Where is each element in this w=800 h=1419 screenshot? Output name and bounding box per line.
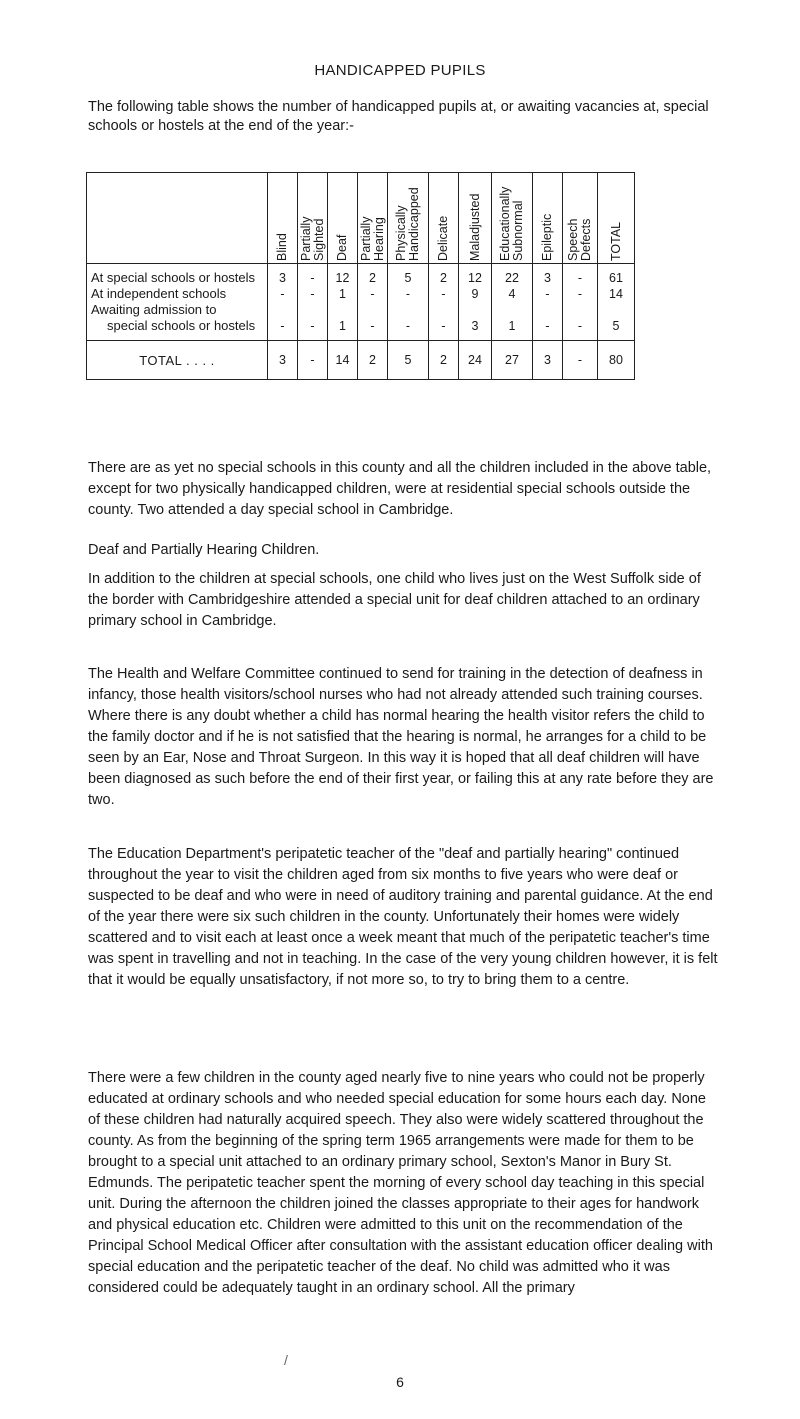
total-cell: -: [563, 341, 598, 380]
paragraph-peripatetic-teacher: The Education Department's peripatetic teacher of the "deaf and partially hearing" continued throughout the year to visit the children aged from six months to five years who were deaf or suspected to be deaf and who were in need of auditory training and parental guidance. At the end of the year there were six such children in the county. Unfortunately their homes were widely scattered and to visit each at least once a week meant that much of the peripatetic teacher's time was spent in travelling and not in teaching. In the case of the very young children however, it is felt that it would be equally unsatisfactory, if not more so, to try to bring them to a centre.: [88, 846, 718, 988]
total-cell: 80: [598, 341, 635, 380]
col-header-deaf: Deaf: [335, 234, 349, 261]
paragraph-special-unit: In addition to the children at special schools, one child who lives just on the West Suffolk side of the border with Cambridgeshire attended a special unit for deaf children attached to an ordinary primary school in Cambridge.: [88, 571, 701, 629]
col-header-epileptic: Epileptic: [540, 213, 554, 261]
row-label: special schools or hostels: [107, 318, 256, 333]
page-number: 6: [396, 1374, 404, 1390]
col-header-maladjusted: Maladjusted: [467, 193, 482, 261]
header-row: [87, 173, 635, 264]
cell: 9: [471, 287, 479, 301]
page-title: HANDICAPPED PUPILS: [314, 62, 486, 79]
total-cell: -: [298, 341, 328, 380]
col-header-delicate: Delicate: [436, 215, 450, 261]
cell: -: [280, 319, 285, 333]
row-labels: [87, 264, 268, 341]
cell: 1: [508, 319, 516, 333]
cell: 4: [508, 287, 516, 301]
cell: -: [310, 319, 315, 333]
total-cell: 27: [492, 341, 533, 380]
total-cell: 2: [358, 341, 388, 380]
row-label: Awaiting admission to: [91, 302, 217, 317]
col-header-blind: Blind: [275, 233, 289, 261]
cell: 22: [505, 271, 519, 285]
cell: -: [405, 287, 411, 301]
cell: -: [370, 319, 375, 333]
col-header-physically-handicapped: Physically Handicapped: [394, 187, 421, 261]
intro-text: The following table shows the number of handicapped pupils at, or awaiting vacancies at, special schools or hostels at the end of the year:-: [88, 99, 709, 134]
paragraph-special-schools: There are as yet no special schools in this county and all the children included in the above table, except for two physically handicapped children, were at residential special schools outside the county. Two attended a day special school in Cambridge.: [88, 460, 712, 518]
cell: -: [310, 271, 315, 285]
handicapped-pupils-table: [86, 172, 635, 380]
cell: -: [545, 287, 550, 301]
cell: 3: [471, 319, 479, 333]
total-cell: 24: [459, 341, 492, 380]
cell: -: [545, 319, 550, 333]
cell: -: [441, 319, 446, 333]
paragraph-health-welfare: The Health and Welfare Committee continued to send for training in the detection of deafness in infancy, those health visitors/school nurses who had not already attended such training courses. Where there is any doubt whether a child has normal hearing the health visitor refers the child to the family doctor and if he is not satisfied that the hearing is normal, he arranges for a child to be seen by an Ear, Nose and Throat Surgeon. In this way it is hoped that all deaf children will have been diagnosed as such before the end of their first year, or failing this at any rate before they are two.: [88, 666, 714, 808]
cell: -: [441, 287, 446, 301]
total-cell: 14: [328, 341, 358, 380]
corner-cell: [87, 173, 268, 264]
cell: 5: [404, 271, 412, 285]
total-cell: 2: [429, 341, 459, 380]
cell: -: [405, 319, 411, 333]
cell: -: [370, 287, 375, 301]
cell: 1: [339, 319, 346, 333]
cell: 2: [369, 271, 376, 285]
cell: -: [310, 287, 315, 301]
table-body-row: [87, 264, 635, 341]
total-cell: 3: [533, 341, 563, 380]
section-heading-deaf: Deaf and Partially Hearing Children.: [88, 542, 320, 558]
col-header-speech-defects: Speech Defects: [566, 218, 593, 261]
total-label: TOTAL . . . .: [87, 341, 268, 380]
cell: -: [577, 319, 583, 333]
row-label: At special schools or hostels: [91, 270, 256, 285]
cell: -: [577, 287, 583, 301]
cell: 12: [335, 271, 350, 285]
col-header-total: TOTAL: [608, 221, 623, 261]
paragraph-special-education: There were a few children in the county aged nearly five to nine years who could not be properly educated at ordinary schools and who needed special education for some hours each day. None of these children had naturally acquired speech. They also were widely scattered throughout the county. As from the beginning of the spring term 1965 arrangements were made for them to be brought to a special unit attached to an ordinary primary school, Sexton's Manor in Bury St. Edmunds. The peripatetic teacher spent the morning of every school day teaching in this special unit. During the afternoon the children joined the classes appropriate to their ages for handwork and physical education etc. Children were admitted to this unit on the recommendation of the Principal School Medical Officer after consultation with the assistant education officer dealing with special education and the peripatetic teacher of the deaf. No child was admitted who it was considered could be adequately taught in an ordinary school. All the primary: [88, 1070, 713, 1296]
cell: 1: [339, 287, 346, 301]
cell: 12: [468, 271, 482, 285]
cell: -: [577, 271, 583, 285]
cell: 2: [440, 271, 447, 285]
total-cell: 3: [268, 341, 298, 380]
stray-mark: /: [284, 1352, 288, 1368]
col-header-partially-sighted: Partially Sighted: [298, 216, 326, 261]
col-header-partially-hearing: Partially Hearing: [358, 216, 386, 261]
cell: 3: [544, 271, 551, 285]
total-row: [87, 341, 635, 380]
cell: 5: [612, 319, 620, 333]
col-header-educationally-subnormal: Educationally Subnormal: [498, 186, 525, 261]
cell: 61: [609, 271, 623, 285]
cell: 14: [609, 287, 623, 301]
cell: -: [280, 287, 285, 301]
total-cell: 5: [388, 341, 429, 380]
row-label: At independent schools: [91, 286, 227, 301]
cell: 3: [279, 271, 286, 285]
